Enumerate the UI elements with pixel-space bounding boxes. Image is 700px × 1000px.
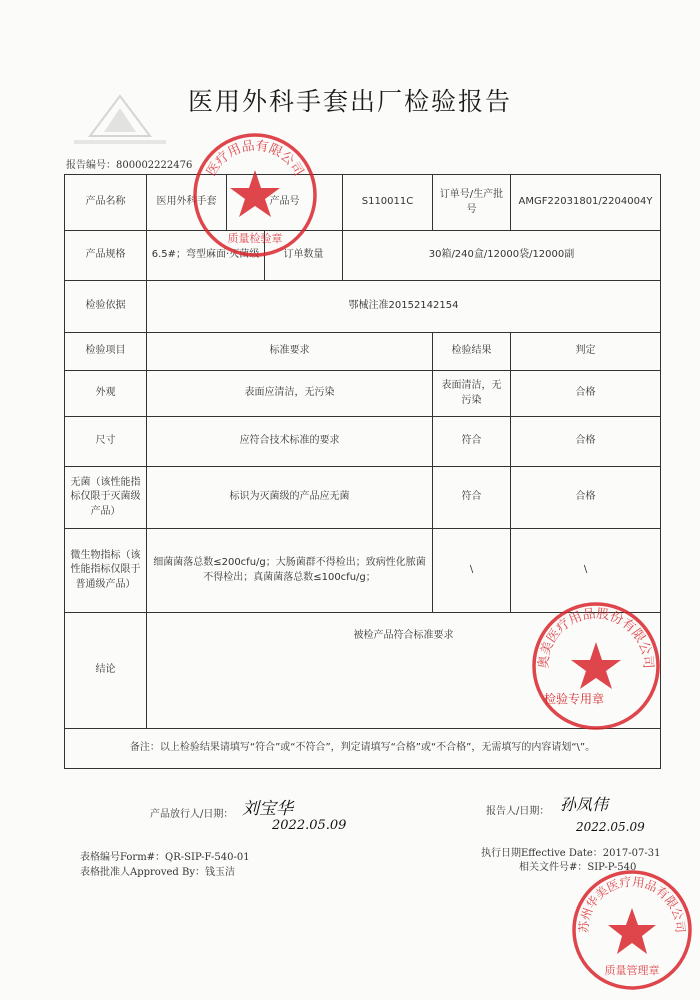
row-standard: 细菌菌落总数≤200cfu/g；大肠菌群不得检出；致病性化脓菌不得检出；真菌菌落总数≤100cfu/g； xyxy=(147,529,433,613)
svg-text:苏州华美医疗用品有限公司: 苏州华美医疗用品有限公司 xyxy=(576,874,688,934)
table-row xyxy=(65,371,661,417)
report-number: 报告编号：800002222476 xyxy=(66,160,193,171)
approved-by: 表格批准人Approved By：钱玉洁 xyxy=(80,867,235,878)
row-item: 外观 xyxy=(65,371,147,417)
release-date: 2022.05.09 xyxy=(272,818,347,833)
page-title: 医用外科手套出厂检验报告 xyxy=(187,87,512,116)
basis-label: 检验依据 xyxy=(65,281,147,333)
reporter-date: 2022.05.09 xyxy=(576,820,645,834)
row-item: 微生物指标（该性能指标仅限于普通级产品） xyxy=(65,529,147,613)
release-label: 产品放行人/日期： xyxy=(150,809,234,820)
row-verdict: \ xyxy=(511,529,661,613)
spec-value: 6.5#；弯型麻面·灭菌级 xyxy=(147,231,265,281)
company-seal-top xyxy=(190,130,320,260)
row-standard: 表面应清洁，无污染 xyxy=(147,371,433,417)
inspection-stamp-label: 检验专用章 xyxy=(543,691,604,706)
svg-text:质量管理章: 质量管理章 xyxy=(604,964,660,977)
row-result: \ xyxy=(433,529,511,613)
product-code-value: S110011C xyxy=(343,175,433,231)
release-signature: 刘宝华 xyxy=(242,799,293,819)
company-seal-middle xyxy=(528,598,664,734)
order-value: AMGF22031801/2204004Y xyxy=(511,175,661,231)
reporter-label: 报告人/日期： xyxy=(486,806,550,817)
svg-text:奥美医疗用品股份有限公司: 奥美医疗用品股份有限公司 xyxy=(536,606,656,670)
col-result-header: 检验结果 xyxy=(433,333,511,371)
row-standard: 应符合技术标准的要求 xyxy=(147,417,433,467)
row-verdict: 合格 xyxy=(511,371,661,417)
row-item: 无菌（该性能指标仅限于灭菌级产品） xyxy=(65,467,147,529)
svg-text:医疗用品有限公司: 医疗用品有限公司 xyxy=(204,138,306,179)
col-item-header: 检验项目 xyxy=(65,333,147,371)
conclusion-label: 结论 xyxy=(65,613,147,729)
spec-label: 产品规格 xyxy=(65,231,147,281)
qty-value: 30箱/240盒/12000袋/12000副 xyxy=(343,231,661,281)
basis-value: 鄂械注准20152142154 xyxy=(147,281,661,333)
company-seal-bottom xyxy=(568,866,696,994)
table-row xyxy=(65,467,661,529)
order-label: 订单号/生产批号 xyxy=(433,175,511,231)
row-item: 尺寸 xyxy=(65,417,147,467)
effective-date: 执行日期Effective Date：2017-07-31 xyxy=(481,848,661,859)
conclusion-value: 被检产品符合标准要求 xyxy=(353,630,454,641)
reporter-signature: 孙凤伟 xyxy=(560,795,609,814)
table-note: 备注：以上检验结果请填写“符合”或“不符合”，判定请填写“合格”或“不合格”，无需填写的内容请划“\”。 xyxy=(65,729,661,769)
col-verdict-header: 判定 xyxy=(511,333,661,371)
product-name-label: 产品名称 xyxy=(65,175,147,231)
row-result: 符合 xyxy=(433,467,511,529)
row-result: 表面清洁，无污染 xyxy=(433,371,511,417)
related-document: 相关文件号#：SIP-P-540 xyxy=(519,862,637,873)
table-row xyxy=(65,417,661,467)
row-verdict: 合格 xyxy=(511,467,661,529)
col-standard-header: 标准要求 xyxy=(147,333,433,371)
form-number: 表格编号Form#：QR-SIP-F-540-01 xyxy=(80,852,250,863)
row-result: 符合 xyxy=(433,417,511,467)
product-name-value: 医用外科手套 xyxy=(147,175,227,231)
product-code-label: 产品号 xyxy=(227,175,343,231)
row-verdict: 合格 xyxy=(511,417,661,467)
row-standard: 标识为灭菌级的产品应无菌 xyxy=(147,467,433,529)
qty-label: 订单数量 xyxy=(265,231,343,281)
svg-text:质量检验章: 质量检验章 xyxy=(227,232,283,245)
